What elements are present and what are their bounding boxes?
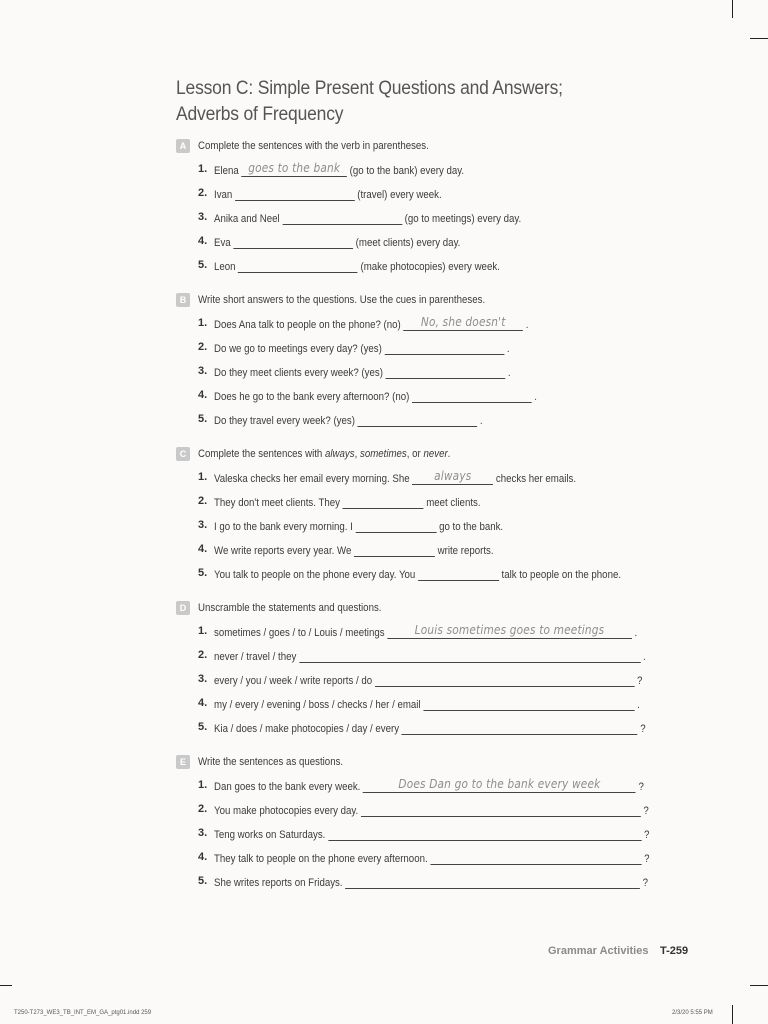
item-prompt: Dan goes to the bank every week. bbox=[214, 781, 361, 793]
answer-blank[interactable] bbox=[412, 471, 493, 485]
handwritten-answer: No, she doesn't bbox=[420, 315, 506, 329]
item-number: 1. bbox=[198, 317, 208, 329]
item-prompt: Does Ana talk to people on the phone? (no) bbox=[214, 319, 401, 331]
footer-section-label: Grammar Activities bbox=[548, 945, 649, 957]
handwritten-answer: Louis sometimes goes to meetings bbox=[414, 623, 605, 637]
item-number: 3. bbox=[198, 365, 208, 377]
item-prompt: Do they travel every week? (yes) bbox=[214, 415, 355, 427]
item-suffix: . bbox=[643, 651, 646, 663]
crop-mark bbox=[0, 985, 12, 986]
title-line-1: Lesson C: Simple Present Questions and Answers; bbox=[176, 78, 563, 99]
answer-blank[interactable] bbox=[430, 851, 641, 865]
answer-blank[interactable] bbox=[403, 317, 523, 331]
item-suffix: ? bbox=[642, 877, 649, 889]
answer-blank[interactable] bbox=[418, 567, 499, 581]
item-suffix: meet clients. bbox=[426, 497, 481, 509]
crop-mark bbox=[732, 0, 733, 18]
page-title bbox=[176, 76, 563, 128]
answer-blank[interactable] bbox=[354, 543, 435, 557]
item-number: 5. bbox=[198, 567, 208, 579]
section-letter-badge: C bbox=[176, 447, 190, 461]
crop-mark bbox=[750, 985, 768, 986]
handwritten-answer: always bbox=[434, 469, 472, 483]
section-letter-badge: B bbox=[176, 293, 190, 307]
item-suffix: ? bbox=[640, 723, 646, 735]
section-c bbox=[176, 447, 656, 581]
item-prompt: Ivan bbox=[214, 189, 233, 201]
handwritten-answer: goes to the bank bbox=[248, 161, 341, 175]
instruction-emphasis: sometimes bbox=[359, 448, 407, 460]
answer-blank[interactable] bbox=[343, 495, 424, 509]
item-prompt: You make photocopies every day. bbox=[214, 805, 359, 817]
item-number: 1. bbox=[198, 471, 208, 483]
item-suffix: . bbox=[507, 367, 511, 379]
item-prompt: I go to the bank every morning. I bbox=[214, 521, 353, 533]
item-suffix: . bbox=[637, 699, 640, 711]
item-suffix: (make photocopies) every week. bbox=[360, 261, 500, 273]
item-suffix: . bbox=[534, 391, 538, 403]
item-prompt: Do we go to meetings every day? (yes) bbox=[214, 343, 382, 355]
section-letter-badge: D bbox=[176, 601, 190, 615]
item-number: 2. bbox=[198, 495, 208, 507]
answer-blank[interactable] bbox=[386, 365, 506, 379]
item-suffix: ? bbox=[638, 781, 644, 793]
handwritten-answer: Does Dan go to the bank every week bbox=[398, 777, 601, 791]
answer-blank[interactable] bbox=[345, 875, 640, 889]
section-instruction: Write short answers to the questions. Use the cues in parentheses. bbox=[198, 294, 486, 306]
section-e bbox=[176, 755, 656, 889]
item-suffix: ? bbox=[637, 675, 643, 687]
instruction-emphasis: never bbox=[423, 448, 448, 460]
item-suffix: . bbox=[506, 343, 510, 355]
item-prompt: She writes reports on Fridays. bbox=[214, 877, 343, 889]
answer-blank[interactable] bbox=[387, 625, 632, 639]
item-suffix: ? bbox=[644, 853, 650, 865]
item-prompt: They talk to people on the phone every afternoon. bbox=[214, 853, 428, 865]
item-suffix: go to the bank. bbox=[439, 521, 504, 533]
item-number: 2. bbox=[198, 649, 208, 661]
item-number: 3. bbox=[198, 211, 208, 223]
item-suffix: write reports. bbox=[437, 545, 494, 557]
item-number: 4. bbox=[198, 235, 208, 247]
item-prompt: Anika and Neel bbox=[214, 213, 280, 225]
item-prompt: Leon bbox=[214, 261, 236, 273]
section-letter-badge: E bbox=[176, 755, 190, 769]
item-prompt: Teng works on Saturdays. bbox=[214, 829, 326, 841]
section-b bbox=[176, 293, 656, 427]
item-prompt: never / travel / they bbox=[214, 651, 297, 663]
item-prompt: sometimes / goes / to / Louis / meetings bbox=[214, 627, 385, 639]
item-suffix: ? bbox=[643, 829, 650, 841]
section-header bbox=[176, 755, 656, 771]
instruction-text: . bbox=[447, 448, 451, 460]
answer-blank[interactable] bbox=[282, 211, 402, 225]
item-prompt: You talk to people on the phone every day. You bbox=[214, 569, 416, 581]
print-slug-timestamp: 2/3/20 5:55 PM bbox=[672, 1010, 713, 1016]
section-header bbox=[176, 447, 656, 463]
instruction-text: Complete the sentences with bbox=[198, 448, 325, 460]
item-suffix: . bbox=[479, 415, 483, 427]
item-number: 3. bbox=[198, 827, 208, 839]
section-d bbox=[176, 601, 656, 735]
item-prompt: every / you / week / write reports / do bbox=[214, 675, 373, 687]
item-suffix: checks her emails. bbox=[495, 473, 577, 485]
item-number: 5. bbox=[198, 721, 208, 733]
crop-mark bbox=[750, 38, 768, 39]
item-number: 4. bbox=[198, 697, 208, 709]
section-header bbox=[176, 139, 656, 155]
answer-blank[interactable] bbox=[361, 803, 641, 817]
item-prompt: They don't meet clients. They bbox=[214, 497, 340, 509]
item-prompt: Kia / does / make photocopies / day / every bbox=[214, 723, 400, 735]
item-suffix: . bbox=[634, 627, 638, 639]
section-letter-badge: A bbox=[176, 139, 190, 153]
item-prompt: my / every / evening / boss / checks / her / email bbox=[214, 699, 421, 711]
item-number: 3. bbox=[198, 673, 208, 685]
answer-blank[interactable] bbox=[412, 389, 532, 403]
item-prompt: Elena bbox=[214, 165, 239, 177]
answer-blank[interactable] bbox=[238, 259, 358, 273]
instruction-text: , or bbox=[406, 448, 424, 460]
item-number: 1. bbox=[198, 779, 208, 791]
item-number: 5. bbox=[198, 413, 208, 425]
item-suffix: ? bbox=[643, 805, 649, 817]
item-prompt: Valeska checks her email every morning. She bbox=[214, 473, 410, 485]
answer-blank[interactable] bbox=[328, 827, 641, 841]
item-suffix: (travel) every week. bbox=[357, 189, 442, 201]
item-number: 4. bbox=[198, 543, 208, 555]
section-instruction: Write the sentences as questions. bbox=[198, 756, 344, 768]
print-slug-filename: T250-T273_WE3_TB_INT_EM_GA_ptg01.indd 259 bbox=[14, 1010, 152, 1016]
section-instruction bbox=[198, 448, 450, 460]
answer-blank[interactable] bbox=[402, 721, 638, 735]
item-suffix: (go to the bank) every day. bbox=[349, 165, 465, 177]
item-number: 4. bbox=[198, 389, 208, 401]
item-suffix: (go to meetings) every day. bbox=[404, 213, 522, 225]
item-prompt: Eva bbox=[214, 237, 231, 249]
item-suffix: (meet clients) every day. bbox=[355, 237, 461, 249]
answer-blank[interactable] bbox=[355, 519, 436, 533]
answer-blank[interactable] bbox=[241, 163, 347, 177]
item-prompt: Do they meet clients every week? (yes) bbox=[214, 367, 383, 379]
title-line-2: Adverbs of Frequency bbox=[176, 104, 344, 125]
answer-blank[interactable] bbox=[299, 649, 640, 663]
item-number: 2. bbox=[198, 187, 208, 199]
section-header bbox=[176, 293, 656, 309]
answer-blank[interactable] bbox=[375, 673, 635, 687]
item-prompt: Does he go to the bank every afternoon? (no) bbox=[214, 391, 410, 403]
item-prompt: We write reports every year. We bbox=[214, 545, 352, 557]
instruction-text: , bbox=[354, 448, 360, 460]
item-number: 1. bbox=[198, 163, 208, 175]
section-instruction: Complete the sentences with the verb in parentheses. bbox=[198, 140, 429, 152]
item-number: 5. bbox=[198, 259, 208, 271]
answer-blank[interactable] bbox=[363, 779, 636, 793]
item-suffix: . bbox=[525, 319, 529, 331]
item-suffix: talk to people on the phone. bbox=[501, 569, 622, 581]
page-number: T-259 bbox=[660, 945, 689, 957]
crop-mark bbox=[732, 1005, 733, 1024]
item-number: 1. bbox=[198, 625, 208, 637]
item-number: 3. bbox=[198, 519, 208, 531]
answer-blank[interactable] bbox=[233, 235, 353, 249]
item-number: 2. bbox=[198, 803, 208, 815]
section-instruction: Unscramble the statements and questions. bbox=[198, 602, 382, 614]
item-number: 4. bbox=[198, 851, 208, 863]
item-number: 2. bbox=[198, 341, 208, 353]
answer-blank[interactable] bbox=[358, 413, 478, 427]
answer-blank[interactable] bbox=[385, 341, 505, 355]
answer-blank[interactable] bbox=[423, 697, 634, 711]
instruction-emphasis: always bbox=[324, 448, 355, 460]
section-a bbox=[176, 139, 656, 273]
section-header bbox=[176, 601, 656, 617]
item-number: 5. bbox=[198, 875, 208, 887]
answer-blank[interactable] bbox=[235, 187, 355, 201]
